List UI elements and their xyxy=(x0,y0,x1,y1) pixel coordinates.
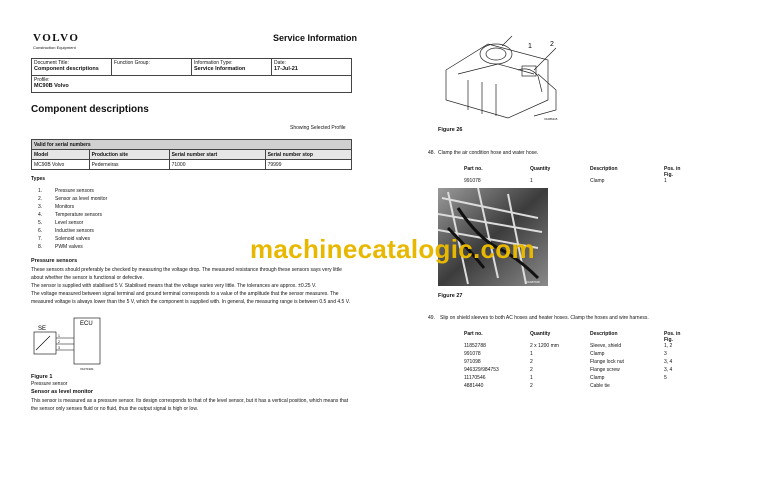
figure-1-caption: Figure 1 xyxy=(31,374,53,380)
document-info-table xyxy=(31,58,352,93)
list-item: 1. Pressure sensors xyxy=(38,188,94,194)
level-monitor-heading: Sensor as level monitor xyxy=(31,389,94,395)
ecu-label: ECU xyxy=(80,321,93,327)
volvo-logo: VOLVO xyxy=(33,32,80,44)
parts-col-header: Pos. in Fig. xyxy=(664,331,681,343)
pressure-paragraph-2: The sensor is supplied with stabilised 5 V. Stabilised means that the voltage varies very little. The tolerances are approx. ±0.25 V. xyxy=(31,283,317,289)
list-item: 3. Monitors xyxy=(38,204,75,210)
table-row: 946329/984753 2 Flange screw 3, 4 xyxy=(464,367,673,373)
serial-number-table xyxy=(31,139,352,170)
types-heading: Types xyxy=(31,176,46,182)
list-item: 5. Level sensor xyxy=(38,220,84,226)
list-item: 6. Inductive sensors xyxy=(38,228,94,234)
parts-col-header: Quantity xyxy=(530,331,551,337)
page-title: Service Information xyxy=(273,33,358,43)
step-49-text: Slip on shield sleeves to both AC hoses and heater hoses. Clamp the hoses and wire harness. xyxy=(440,315,649,321)
step-49-number: 49. xyxy=(428,315,435,321)
table-row: 971098 2 Flange lock nut 3, 4 xyxy=(464,359,673,365)
parts-col-header: Part no. xyxy=(464,166,483,172)
parts-col-header: Description xyxy=(590,331,618,337)
serial-cell: 79999 xyxy=(265,160,351,170)
func-group-label: Function Group: xyxy=(114,60,150,66)
figure-id: V1086115 xyxy=(544,117,558,121)
table-row: 991078 1 Clamp 1 xyxy=(464,178,667,184)
logo-subtitle: Construction Equipment xyxy=(33,45,76,50)
serial-cell: MC90B Volvo xyxy=(32,160,90,170)
serial-col-header: Serial number stop xyxy=(265,150,351,160)
se-label: SE xyxy=(38,326,47,332)
serial-col-header: Serial number start xyxy=(169,150,265,160)
serial-cell: 71000 xyxy=(169,160,265,170)
info-type-value: Service Information xyxy=(194,66,246,72)
serial-col-header: Model xyxy=(32,150,90,160)
list-item: 2. Sensor as level monitor xyxy=(38,196,108,202)
table-row xyxy=(32,160,352,170)
figure-27-caption: Figure 27 xyxy=(438,293,463,299)
pressure-paragraph-3: The voltage measured between signal terminal and ground terminal corresponds to a value of the amplitude that the sensor measures. The measured voltage is always lower than the 5 V, which the component is supplied with. In general, the measuring range is between 0.5 and 4.5 V. xyxy=(31,291,350,305)
parts-col-header: Quantity xyxy=(530,166,551,172)
list-item: 4. Temperature sensors xyxy=(38,212,102,218)
figure-id: V1071901 xyxy=(80,367,94,371)
doc-title-label: Document Title: xyxy=(34,60,69,66)
figure-id: V1087028 xyxy=(526,280,540,284)
showing-profile-link[interactable]: Showing Selected Profile xyxy=(290,125,346,131)
figure-label: 1 xyxy=(528,43,532,50)
table-row: 11170546 1 Clamp 5 xyxy=(464,375,667,381)
profile-value: MC90B Volvo xyxy=(34,83,69,89)
step-48-number: 48. xyxy=(428,150,435,156)
list-item: 7. Solenoid valves xyxy=(38,236,91,242)
table-row: 4881440 2 Cable tie xyxy=(464,383,610,389)
table-row: 11852788 2 x 1200 mm Sleeve, shield 1, 2 xyxy=(464,343,673,349)
figure-26-caption: Figure 26 xyxy=(438,127,463,133)
step-49-parts-table xyxy=(462,331,686,391)
pressure-sensors-heading: Pressure sensors xyxy=(31,258,78,264)
table-row: 991078 1 Clamp 3 xyxy=(464,351,667,357)
pin-label: 3 xyxy=(58,346,60,350)
parts-col-header: Pos. in Fig. xyxy=(664,166,681,178)
figure-1-subcaption: Pressure sensor xyxy=(31,381,68,387)
serial-table-caption: Valid for serial numbers xyxy=(32,140,352,150)
pin-label: 2 xyxy=(58,340,60,344)
level-monitor-text: This sensor is measured as a pressure sensor. Its design corresponds to that of the level sensor, but it has a vertical position, which means that the sensor only senses fluid or no fluid, thus the output signal is high or low. xyxy=(31,398,349,412)
list-item: 8. PWM valves xyxy=(38,244,83,250)
parts-col-header: Part no. xyxy=(464,331,483,337)
serial-cell: Pederneiras xyxy=(89,160,169,170)
section-heading: Component descriptions xyxy=(31,104,149,115)
doc-title-value: Component descriptions xyxy=(34,66,99,72)
pressure-paragraph-1: These sensors should preferably be checked by measuring the voltage drop. The measured resistance through these sensors says very little about whether the sensor is functional or defective. xyxy=(31,267,342,281)
figure-26-drawing xyxy=(438,30,568,122)
step-48-parts-table xyxy=(462,166,686,186)
parts-col-header: Description xyxy=(590,166,618,172)
types-list xyxy=(38,188,107,252)
pressure-sensor-schematic xyxy=(30,316,102,372)
date-label: Date: xyxy=(274,60,286,66)
watermark: machinecatalogic.com xyxy=(250,234,535,264)
figure-label: 2 xyxy=(550,41,554,48)
profile-label: Profile: xyxy=(34,77,50,83)
pin-label: 1 xyxy=(58,334,60,338)
date-value: 17-Jul-21 xyxy=(274,66,298,72)
step-48-text: Clamp the air condition hose and water hose. xyxy=(438,150,539,156)
info-type-label: Information Type: xyxy=(194,60,233,66)
serial-col-header: Production site xyxy=(89,150,169,160)
